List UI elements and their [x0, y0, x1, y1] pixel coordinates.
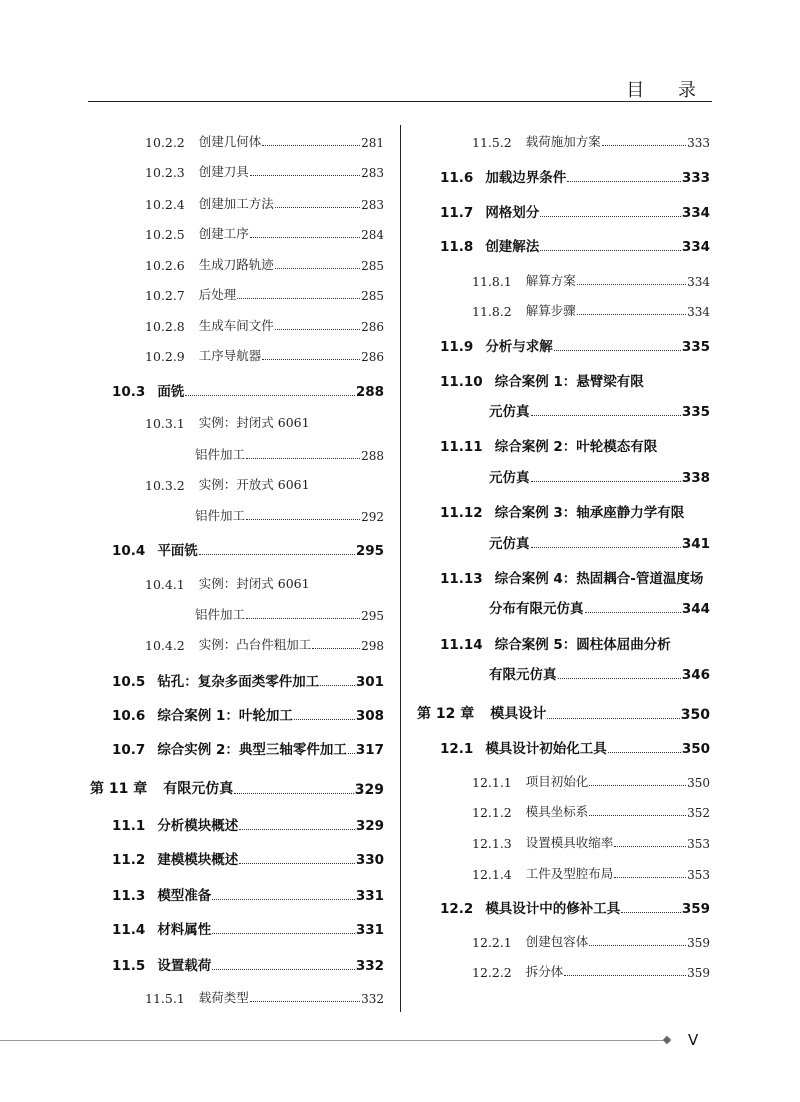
toc-entry[interactable] — [472, 831, 710, 851]
toc-dot-leader — [531, 547, 681, 548]
toc-entry[interactable] — [195, 504, 384, 524]
toc-entry-number: 12.2.2 — [472, 965, 512, 980]
toc-entry-number: 11.12 — [440, 505, 483, 521]
toc-entry[interactable] — [145, 222, 384, 242]
toc-entry-title: 有限元仿真 — [489, 667, 557, 683]
toc-entry[interactable] — [472, 770, 710, 790]
toc-entry-title: 解算步骤 — [525, 303, 576, 318]
toc-dot-leader — [239, 829, 355, 830]
toc-page-number: 350 — [681, 741, 710, 757]
toc-entry-number: 11.3 — [112, 888, 146, 904]
toc-entry[interactable] — [440, 370, 644, 390]
toc-page-number: 292 — [361, 510, 384, 524]
toc-entry-number: 11.1 — [112, 818, 146, 834]
toc-page-number: 317 — [355, 742, 384, 758]
toc-entry-number: 11.13 — [440, 571, 483, 587]
toc-dot-leader — [212, 933, 355, 934]
toc-entry-number: 11.8.2 — [472, 304, 512, 319]
toc-entry[interactable] — [472, 130, 710, 150]
toc-page-number: 333 — [687, 136, 710, 150]
toc-entry[interactable] — [112, 704, 384, 724]
toc-entry-title: 创建加工方法 — [198, 196, 274, 211]
toc-dot-leader — [185, 395, 355, 396]
toc-dot-leader — [239, 863, 355, 864]
toc-dot-leader — [564, 975, 686, 976]
toc-page-number: 295 — [355, 543, 384, 559]
toc-entry-title: 模具设计 — [490, 706, 547, 722]
toc-entry-title: 面铣 — [157, 384, 185, 400]
toc-dot-leader — [348, 753, 355, 754]
toc-entry-number: 12.1.1 — [472, 775, 512, 790]
toc-entry-number: 11.14 — [440, 637, 483, 653]
toc-entry-title: 工件及型腔布局 — [525, 866, 614, 881]
toc-entry-title: 综合案例 4：热固耦合-管道温度场 — [494, 571, 704, 587]
toc-page-number: 334 — [687, 275, 710, 289]
toc-entry[interactable] — [472, 960, 710, 980]
toc-entry[interactable] — [145, 160, 384, 180]
toc-entry[interactable] — [112, 918, 384, 938]
toc-entry[interactable] — [472, 930, 710, 950]
toc-entry-number: 10.4.1 — [145, 577, 185, 592]
toc-dot-leader — [589, 945, 686, 946]
toc-entry[interactable] — [195, 443, 384, 463]
toc-dot-leader — [275, 329, 360, 330]
toc-entry[interactable] — [440, 633, 671, 653]
toc-entry[interactable] — [112, 738, 384, 758]
toc-entry-number: 第 12 章 — [417, 706, 475, 722]
footer-rule — [0, 1040, 668, 1041]
toc-entry-number: 第 11 章 — [90, 781, 148, 797]
toc-entry-number: 12.1.4 — [472, 867, 512, 882]
toc-dot-leader — [567, 181, 681, 182]
toc-entry-number: 12.2.1 — [472, 935, 512, 950]
toc-entry[interactable] — [489, 663, 710, 683]
toc-entry[interactable] — [489, 466, 710, 486]
toc-entry-number: 10.2.9 — [145, 349, 185, 364]
toc-entry-number: 11.9 — [440, 339, 474, 355]
toc-dot-leader — [250, 175, 360, 176]
toc-entry[interactable] — [112, 380, 384, 400]
toc-page-number: 338 — [681, 470, 710, 486]
toc-entry-number: 11.10 — [440, 374, 483, 390]
toc-dot-leader — [589, 785, 686, 786]
toc-entry-title: 生成车间文件 — [198, 318, 274, 333]
toc-page-number: 286 — [361, 350, 384, 364]
toc-dot-leader — [621, 912, 681, 913]
header-rule — [88, 101, 712, 102]
toc-dot-leader — [531, 415, 681, 416]
toc-entry-title: 综合案例 5：圆柱体屈曲分析 — [494, 637, 671, 653]
toc-entry[interactable] — [145, 633, 384, 653]
toc-entry[interactable] — [145, 344, 384, 364]
toc-entry-title: 工序导航器 — [198, 348, 262, 363]
toc-entry-title: 铝件加工 — [195, 447, 246, 462]
toc-entry-title: 材料属性 — [157, 922, 212, 938]
toc-dot-leader — [608, 752, 681, 753]
footer-diamond-ornament — [663, 1036, 671, 1044]
toc-page-number: 335 — [681, 339, 710, 355]
toc-entry-title: 钻孔：复杂多面类零件加工 — [157, 674, 320, 690]
toc-entry-number: 12.1 — [440, 741, 474, 757]
toc-entry-title: 模型准备 — [157, 888, 212, 904]
toc-dot-leader — [577, 284, 686, 285]
toc-entry[interactable] — [145, 986, 384, 1006]
toc-page-number: 341 — [681, 536, 710, 552]
toc-entry[interactable] — [112, 814, 384, 834]
toc-entry-number: 12.1.2 — [472, 805, 512, 820]
toc-page-number: 335 — [681, 404, 710, 420]
toc-entry-number: 11.5.2 — [472, 135, 512, 150]
toc-entry[interactable] — [472, 800, 710, 820]
toc-dot-leader — [531, 481, 681, 482]
toc-entry[interactable] — [145, 411, 310, 431]
toc-page-number: 286 — [361, 320, 384, 334]
toc-entry[interactable] — [440, 737, 710, 757]
toc-page-number: 285 — [361, 259, 384, 273]
toc-page-number: 283 — [361, 166, 384, 180]
toc-entry[interactable] — [440, 166, 710, 186]
toc-dot-leader — [614, 877, 686, 878]
toc-entry-title: 创建解法 — [485, 239, 540, 255]
toc-dot-leader — [540, 216, 681, 217]
toc-entry-number: 10.2.7 — [145, 288, 185, 303]
toc-entry-title: 实例：开放式 6061 — [198, 477, 310, 492]
toc-page-number: 359 — [687, 936, 710, 950]
toc-entry-number: 11.8 — [440, 239, 474, 255]
toc-entry-number: 10.4.2 — [145, 638, 185, 653]
toc-entry-number: 10.3 — [112, 384, 146, 400]
toc-entry-number: 12.2 — [440, 901, 474, 917]
toc-page-number: 346 — [681, 667, 710, 683]
toc-page-number: 308 — [355, 708, 384, 724]
toc-entry-title: 项目初始化 — [525, 774, 589, 789]
toc-entry-title: 平面铣 — [157, 543, 198, 559]
toc-entry[interactable] — [440, 567, 703, 587]
toc-entry-title: 载荷施加方案 — [525, 134, 601, 149]
toc-entry-number: 10.2.5 — [145, 227, 185, 242]
toc-entry[interactable] — [489, 400, 710, 420]
toc-page-number: 298 — [361, 639, 384, 653]
toc-entry-title: 创建几何体 — [198, 134, 262, 149]
toc-dot-leader — [558, 678, 681, 679]
toc-entry[interactable] — [145, 283, 384, 303]
toc-entry-number: 10.4 — [112, 543, 146, 559]
toc-page-number: 284 — [361, 228, 384, 242]
toc-dot-leader — [212, 969, 355, 970]
toc-entry-title: 元仿真 — [489, 404, 530, 420]
toc-entry[interactable] — [112, 884, 384, 904]
toc-page-number: 329 — [354, 782, 384, 798]
toc-entry-title: 模具设计中的修补工具 — [485, 901, 621, 917]
toc-page-number: 281 — [361, 136, 384, 150]
toc-entry[interactable] — [440, 501, 684, 521]
toc-entry[interactable] — [195, 603, 384, 623]
toc-entry[interactable] — [145, 473, 310, 493]
toc-page-number: 334 — [681, 239, 710, 255]
toc-page-number: 359 — [687, 966, 710, 980]
toc-page-number: 350 — [687, 776, 710, 790]
toc-entry-title: 元仿真 — [489, 536, 530, 552]
toc-page-number: 330 — [355, 852, 384, 868]
toc-entry[interactable] — [489, 597, 710, 617]
toc-entry-number: 10.3.1 — [145, 416, 185, 431]
toc-entry-title: 铝件加工 — [195, 508, 246, 523]
toc-entry-title: 设置载荷 — [157, 958, 212, 974]
toc-page-number: 353 — [687, 868, 710, 882]
toc-page-number: 334 — [681, 205, 710, 221]
toc-page-number: 301 — [355, 674, 384, 690]
toc-dot-leader — [547, 718, 680, 719]
toc-dot-leader — [585, 612, 681, 613]
toc-entry-title: 综合实例 2：典型三轴零件加工 — [157, 742, 347, 758]
toc-entry-number: 10.2.8 — [145, 319, 185, 334]
toc-page-number: 283 — [361, 198, 384, 212]
toc-page-number: 353 — [687, 837, 710, 851]
toc-entry[interactable] — [112, 954, 384, 974]
toc-dot-leader — [614, 846, 686, 847]
toc-entry-title: 网格划分 — [485, 205, 540, 221]
toc-entry-title: 模具设计初始化工具 — [485, 741, 607, 757]
toc-entry-number: 10.7 — [112, 742, 146, 758]
toc-page-number: 344 — [681, 601, 710, 617]
toc-entry[interactable] — [440, 335, 710, 355]
toc-entry-number: 10.3.2 — [145, 478, 185, 493]
toc-dot-leader — [275, 268, 360, 269]
toc-dot-leader — [262, 145, 360, 146]
toc-page-number: 295 — [361, 609, 384, 623]
toc-entry-title: 后处理 — [198, 287, 237, 302]
toc-entry-title: 综合案例 1：悬臂梁有限 — [494, 374, 644, 390]
toc-page-number: 334 — [687, 305, 710, 319]
toc-dot-leader — [237, 298, 360, 299]
toc-dot-leader — [589, 815, 686, 816]
toc-entry[interactable] — [90, 778, 384, 798]
toc-dot-leader — [275, 207, 360, 208]
toc-entry[interactable] — [145, 192, 384, 212]
toc-dot-leader — [312, 648, 360, 649]
toc-entry-number: 11.5 — [112, 958, 146, 974]
toc-entry-title: 分布有限元仿真 — [489, 601, 584, 617]
toc-entry[interactable] — [440, 897, 710, 917]
toc-dot-leader — [540, 250, 681, 251]
toc-entry-title: 分析模块概述 — [157, 818, 239, 834]
toc-entry-number: 10.6 — [112, 708, 146, 724]
toc-page-number: 333 — [681, 170, 710, 186]
toc-page-number: 331 — [355, 922, 384, 938]
toc-entry-title: 元仿真 — [489, 470, 530, 486]
toc-entry-number: 11.8.1 — [472, 274, 512, 289]
toc-entry[interactable] — [145, 130, 384, 150]
page-number: V — [688, 1031, 699, 1049]
toc-entry-title: 有限元仿真 — [163, 781, 234, 797]
toc-dot-leader — [234, 793, 354, 794]
toc-dot-leader — [602, 145, 686, 146]
toc-entry[interactable] — [145, 314, 384, 334]
toc-entry-title: 铝件加工 — [195, 607, 246, 622]
toc-entry-title: 生成刀路轨迹 — [198, 257, 274, 272]
toc-dot-leader — [262, 359, 360, 360]
toc-dot-leader — [250, 237, 360, 238]
toc-entry-title: 实例：封闭式 6061 — [198, 576, 310, 591]
toc-entry[interactable] — [112, 848, 384, 868]
toc-entry-number: 10.2.4 — [145, 197, 185, 212]
page-header-title: 目 录 — [626, 80, 710, 101]
toc-entry-title: 综合案例 2：叶轮模态有限 — [494, 439, 658, 455]
toc-page-number: 332 — [355, 958, 384, 974]
toc-page-number: 285 — [361, 289, 384, 303]
toc-entry-title: 创建包容体 — [525, 934, 589, 949]
toc-entry[interactable] — [472, 862, 710, 882]
toc-dot-leader — [554, 350, 681, 351]
toc-entry[interactable] — [489, 532, 710, 552]
toc-dot-leader — [199, 554, 355, 555]
toc-page-number: 359 — [681, 901, 710, 917]
toc-entry[interactable] — [417, 703, 710, 723]
toc-entry[interactable] — [112, 539, 384, 559]
toc-entry-number: 10.5 — [112, 674, 146, 690]
toc-dot-leader — [294, 719, 355, 720]
toc-entry-title: 加载边界条件 — [485, 170, 567, 186]
toc-page-number: 329 — [355, 818, 384, 834]
toc-entry[interactable] — [440, 201, 710, 221]
toc-entry-title: 实例：凸台件粗加工 — [198, 637, 312, 652]
toc-entry[interactable] — [145, 253, 384, 273]
toc-entry[interactable] — [472, 299, 710, 319]
toc-entry-number: 11.6 — [440, 170, 474, 186]
toc-entry-title: 模具坐标系 — [525, 804, 589, 819]
toc-entry-title: 综合案例 1：叶轮加工 — [157, 708, 293, 724]
toc-entry-number: 11.2 — [112, 852, 146, 868]
toc-dot-leader — [246, 519, 360, 520]
toc-entry-number: 10.2.3 — [145, 165, 185, 180]
toc-dot-leader — [246, 458, 360, 459]
toc-dot-leader — [250, 1001, 360, 1002]
toc-entry-title: 解算方案 — [525, 273, 576, 288]
toc-entry[interactable] — [145, 572, 310, 592]
toc-dot-leader — [246, 618, 360, 619]
toc-page-number: 288 — [361, 449, 384, 463]
toc-entry-number: 11.4 — [112, 922, 146, 938]
toc-page-number: 288 — [355, 384, 384, 400]
toc-entry-title: 分析与求解 — [485, 339, 553, 355]
toc-entry-number: 12.1.3 — [472, 836, 512, 851]
toc-page-number: 331 — [355, 888, 384, 904]
toc-entry-title: 载荷类型 — [198, 990, 249, 1005]
toc-entry-number: 10.2.6 — [145, 258, 185, 273]
toc-entry-title: 拆分体 — [525, 964, 564, 979]
toc-entry-number: 10.2.2 — [145, 135, 185, 150]
toc-entry-title: 设置模具收缩率 — [525, 835, 614, 850]
toc-dot-leader — [212, 899, 355, 900]
toc-entry-title: 实例：封闭式 6061 — [198, 415, 310, 430]
toc-entry-number: 11.5.1 — [145, 991, 185, 1006]
toc-dot-leader — [320, 685, 355, 686]
toc-page-number: 332 — [361, 992, 384, 1006]
toc-entry[interactable] — [112, 670, 384, 690]
toc-entry[interactable] — [440, 235, 710, 255]
toc-entry-title: 创建刀具 — [198, 164, 249, 179]
toc-dot-leader — [577, 314, 686, 315]
toc-entry-number: 11.11 — [440, 439, 483, 455]
toc-entry[interactable] — [440, 435, 657, 455]
toc-entry-title: 建模模块概述 — [157, 852, 239, 868]
toc-entry[interactable] — [472, 269, 710, 289]
toc-entry-number: 11.7 — [440, 205, 474, 221]
column-divider — [400, 125, 401, 1012]
toc-entry-title: 创建工序 — [198, 226, 249, 241]
toc-page-number: 350 — [680, 707, 710, 723]
toc-entry-title: 综合案例 3：轴承座静力学有限 — [494, 505, 685, 521]
toc-page-number: 352 — [687, 806, 710, 820]
